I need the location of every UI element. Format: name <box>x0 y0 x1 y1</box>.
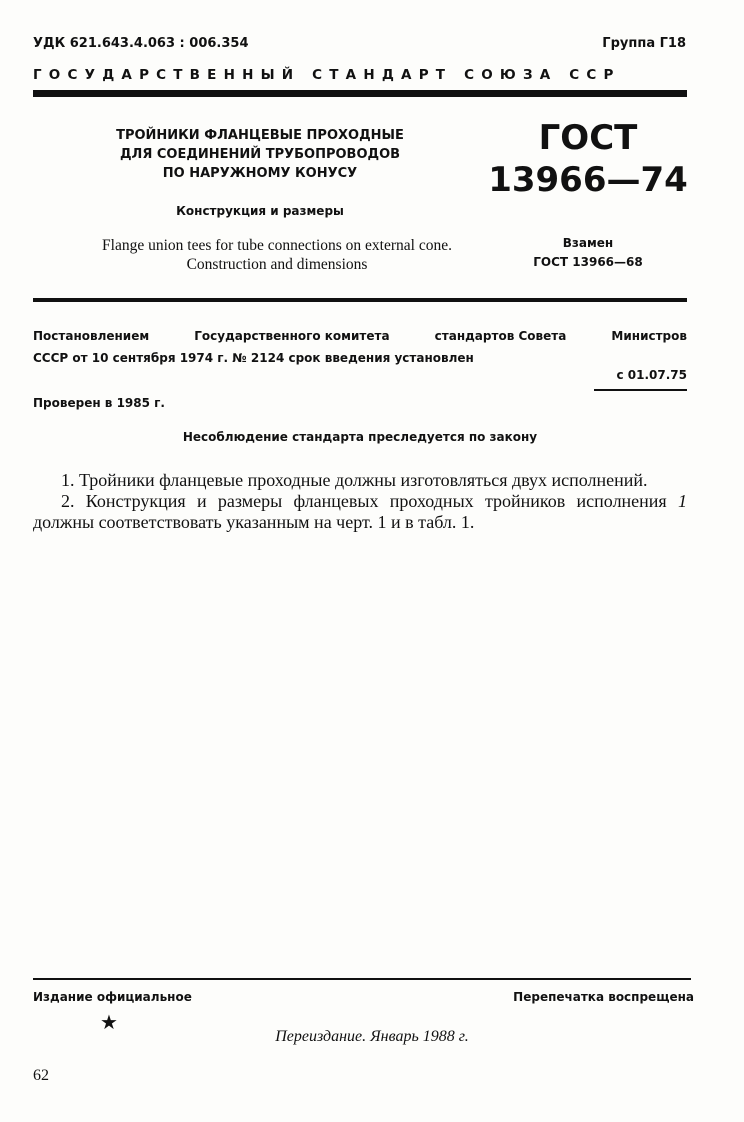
body-text <box>33 470 687 533</box>
english-title-line: Construction and dimensions <box>186 256 368 273</box>
decree-word: стандартов Совета <box>434 329 567 343</box>
decree-word: Постановлением <box>33 329 150 343</box>
star-icon: ★ <box>100 1012 118 1034</box>
legal-notice: Несоблюдение стандарта преследуется по закону <box>182 430 538 444</box>
paragraph-text: должны соответствовать указанным на черт. 1 и в табл. 1. <box>33 512 475 532</box>
document-subtitle: Конструкция и размеры <box>176 204 344 218</box>
decree-word: Государственного комитета <box>194 329 390 343</box>
title-line: ДЛЯ СОЕДИНЕНИЙ ТРУБОПРОВОДОВ <box>119 147 401 162</box>
reprint-prohibited: Перепечатка воспрещена <box>513 990 694 1004</box>
decree-word: Министров <box>611 329 687 343</box>
checked-note: Проверен в 1985 г. <box>33 396 165 410</box>
title-rule <box>33 298 687 302</box>
footer-rule <box>33 978 691 980</box>
group-code: Группа Г18 <box>602 36 686 51</box>
english-title <box>40 236 514 274</box>
english-title-line: Flange union tees for tube connections on external cone. <box>102 237 452 254</box>
paragraph: 1. Тройники фланцевые проходные должны изготовляться двух исполнений. <box>61 470 648 490</box>
official-edition: Издание официальное <box>33 990 192 1004</box>
paragraph-text: 2. Конструкция и размеры фланцевых проходных тройников исполнения <box>61 491 678 511</box>
reissue-note: Переиздание. Январь 1988 г. <box>275 1028 469 1045</box>
header-rule <box>33 90 687 97</box>
decree-text <box>33 325 687 369</box>
replaces-value: ГОСТ 13966—68 <box>533 255 643 269</box>
udk-code: УДК 621.643.4.063 : 006.354 <box>33 36 249 51</box>
decree-line <box>33 325 687 347</box>
gost-number: 13966—74 <box>488 160 688 200</box>
decree-line: СССР от 10 сентября 1974 г. № 2124 срок введения установлен <box>33 351 474 365</box>
page-number: 62 <box>33 1067 49 1084</box>
effective-date: с 01.07.75 <box>616 368 687 382</box>
gost-label: ГОСТ <box>538 118 638 158</box>
replaces-block <box>488 234 688 272</box>
document-title <box>80 126 440 183</box>
replaces-label: Взамен <box>562 236 614 250</box>
paragraph <box>33 491 687 533</box>
title-line: ПО НАРУЖНОМУ КОНУСУ <box>162 166 358 181</box>
date-underline <box>594 389 687 391</box>
standard-banner: ГОСУДАРСТВЕННЫЙ СТАНДАРТ СОЮЗА ССР <box>33 67 621 83</box>
execution-number: 1 <box>678 491 687 511</box>
title-line: ТРОЙНИКИ ФЛАНЦЕВЫЕ ПРОХОДНЫЕ <box>116 128 404 143</box>
